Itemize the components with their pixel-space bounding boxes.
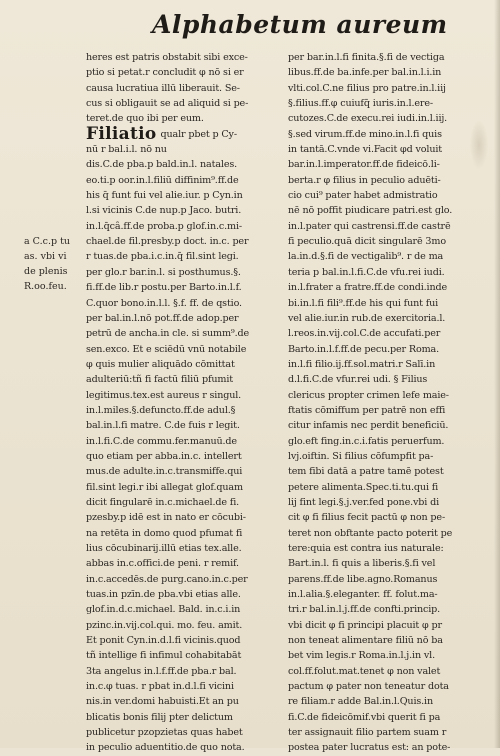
text-line: libus.ff.de ba.infe.per bal.in.l.i.in (288, 67, 442, 79)
text-line: fi.ff.de lib.r postu.per Barto.in.l.f. (86, 282, 242, 294)
text-line: chael.de fil.presby.p doct. in.c. per (86, 236, 249, 248)
text-line: pzesby.p idē est in nato er cōcubi- (86, 512, 246, 524)
marginal-note (24, 234, 90, 294)
text-line: glof.in.d.c.michael. Bald. in.c.i.in (86, 604, 241, 616)
text-line: sen.exco. Et e sciēdū vnū notabile (86, 343, 247, 355)
text-line: ter assignauit filio partem suam r (288, 727, 447, 739)
text-line: per bal.in.l.nō pot.ff.de adop.per (86, 312, 239, 324)
text-line: fi peculio.quā dicit singularē 3mo (288, 236, 446, 248)
text-line: §.filius.ff.φ cuiufq̄ iuris.in.l.ere- (288, 98, 433, 110)
text-line: in.c.φ tuas. r pbat in.d.l.fi vicini (86, 681, 234, 693)
text-line: Bart.in.l. fi quis a liberis.§.fi vel (288, 558, 436, 570)
left-text-column (86, 50, 284, 754)
text-line: tñ intellige fi infimul cohabitabāt (86, 650, 242, 662)
text-line: clericus propter crimen lefe maie- (288, 389, 449, 401)
text-line: blicatis bonis filij pter delictum (86, 711, 233, 723)
text-line: re filiam.r adde Bal.in.l.Quis.in (288, 696, 433, 708)
text-line: in.l.alia.§.eleganter. ff. folut.ma- (288, 589, 438, 601)
text-line: in.c.accedēs.de purg.cano.in.c.per (86, 573, 248, 585)
paper-stain (470, 120, 488, 170)
text-line: nē nō poffit piudicare patri.est glo. (288, 205, 453, 217)
text-line: bal.in.l.fi matre. C.de fuis r legit. (86, 420, 240, 432)
text-line: vel alie.iur.in rub.de exercitoria.l. (288, 312, 446, 324)
text-line: cus si obligauit se ad aliquid si pe- (86, 98, 249, 110)
text-line: 3ta angelus in.l.f.ff.de pba.r bal. (86, 665, 237, 677)
text-line: tri.r bal.in.l.j.ff.de confti.princip. (288, 604, 441, 616)
text-line: berta.r φ filius in peculio aduēti- (288, 174, 441, 186)
text-line: adulteriū:tñ fi factū filiū pfumit (86, 374, 233, 386)
text-line: causa lucratiua illū liberauit. Se- (86, 82, 240, 94)
text-line: in.l.frater a fratre.ff.de condi.inde (288, 282, 448, 294)
text-line: lius cōcubinarij.illū etias tex.alle. (86, 543, 242, 554)
text-line: ptio si petat.r concludit φ nō si er (86, 67, 244, 79)
text-line: col.ff.folut.mat.tenet φ non valet (288, 665, 441, 677)
text-line: §.sed virum.ff.de mino.in.l.fi quis (288, 128, 442, 140)
text-line: parens.ff.de libe.agno.Romanus (288, 573, 438, 585)
text-line: bi.in.l.fi fili⁹.ff.de his qui funt fui (288, 297, 439, 309)
text-line: postea pater lucratus est: an pote- (288, 742, 451, 754)
text-line: teret non obftante pacto poterit pe (288, 527, 453, 539)
text-line: publicetur pzopzietas quas habet (86, 727, 243, 739)
text-line: lij fint legi.§.j.ver.fed pone.vbi di (288, 496, 439, 508)
text-line: nis.in ver.domi habuisti.Et an pu (86, 696, 239, 708)
text-line: per glo.r bar.in.l. si posthumus.§. (86, 266, 241, 278)
text-line: bar.in.l.imperator.ff.de fideicō.li- (288, 159, 440, 171)
text-line: teret.de quo ibi per eum. (86, 113, 204, 125)
text-line: cutozes.C.de execu.rei iudi.in.l.iij. (288, 113, 448, 125)
text-line: dis.C.de pba.p bald.in.l. natales. (86, 159, 238, 171)
text-line: per bar.in.l.fi finita.§.fi de vectiga (288, 52, 445, 63)
text-line: in tantā.C.vnde vi.Facit φd voluit (288, 144, 442, 156)
rubric-heading: Filiatio (86, 124, 157, 145)
text-line: l.si vicinis C.de nup.p Jaco. butri. (86, 205, 242, 217)
text-line: in.l.pater qui castrensi.ff.de castrē (288, 220, 451, 232)
text-line: eo.ti.p oor.in.l.filiū diffinim⁹.ff.de (86, 174, 239, 186)
text-line: tere:quia est contra ius naturale: (288, 543, 444, 554)
text-line: dicit fingularē in.c.michael.de fi. (86, 496, 240, 508)
text-line: glo.eft fing.in.c.i.fatis peruerfum. (288, 435, 445, 447)
text-line: na retēta in domo quod pfumat fi (86, 527, 243, 539)
text-line: mus.de adulte.in.c.transmiffe.qui (86, 466, 243, 478)
text-line: tem fibi datā a patre tamē potest (288, 466, 444, 478)
marginal-note-line: as. vbi vi (24, 251, 67, 262)
text-line: fi.C.de fideicōmif.vbi querit fi pa (288, 711, 441, 723)
right-text-column (288, 50, 488, 754)
text-line: non teneat alimentare filiū nō ba (288, 635, 443, 647)
text-line: his q̄ funt fui vel alie.iur. p Cyn.in (86, 190, 243, 202)
text-line: lvj.oiftin. Si filius cōfumpfit pa- (288, 450, 434, 462)
text-line: vbi dicit φ fi principi placuit φ pr (288, 619, 442, 631)
text-line: nū r bal.i.l. nō nu (86, 144, 167, 156)
text-line: Barto.in.l.f.ff.de pecu.per Roma. (288, 343, 440, 355)
marginal-note-line: de plenis (24, 266, 68, 277)
text-line: citur infamis nec perdit beneficiū. (288, 420, 449, 432)
text-line: petere alimenta.Spec.ti.tu.qui fi (288, 481, 439, 493)
text-line: pzinc.in.vij.col.qui. mo. feu. amit. (86, 619, 243, 631)
rubric-line (86, 124, 284, 145)
text-line: fil.sint legi.r ibi allegat glof.quam (86, 481, 243, 493)
text-line: in.l.fi.C.de commu.fer.manuū.de (86, 435, 237, 447)
text-line: r tuas.de pba.i.c.in.q̄ fil.sint legi. (86, 251, 239, 263)
text-line: pactum φ pater non teneatur dota (288, 681, 449, 693)
text-line: abbas in.c.offici.de peni. r remif. (86, 558, 239, 570)
text-line: in peculio aduentitio.de quo nota. (86, 742, 245, 754)
text-line: in.l.miles.§.defuncto.ff.de adul.§ (86, 404, 236, 416)
text-line: Et ponit Cyn.in.d.l.fi vicinis.quod (86, 635, 241, 647)
marginal-note-line: a C.c.p tu (24, 236, 71, 247)
running-head: Alphabetum aureum (152, 10, 448, 39)
text-line: petrū de ancha.in cle. si summ⁹.de (86, 328, 250, 340)
text-line: heres est patris obstabit sibi exce- (86, 52, 248, 63)
text-line: cit φ fi filius fecit pactū φ non pe- (288, 512, 446, 524)
text-line: quo etiam per abba.in.c. intellert (86, 450, 242, 462)
marginal-note-line: R.oo.feu. (24, 281, 67, 292)
text-line: legitimus.tex.est aureus r singul. (86, 389, 242, 401)
text-line: teria p bal.in.l.fi.C.de vfu.rei iudi. (288, 266, 445, 278)
text-line: vlti.col.C.ne filius pro patre.in.l.iij (288, 82, 446, 94)
text-line: in.l.fi filio.ij.ff.sol.matri.r Salī.in (288, 358, 436, 370)
text-line: bet vim legis.r Roma.in.l.j.in vl. (288, 650, 435, 662)
text-line: l.reos.in.vij.col.C.de accufati.per (288, 328, 441, 340)
text-line: tuas.in pzīn.de pba.vbi etias alle. (86, 589, 241, 601)
text-line: d.l.fi.C.de vfur.rei udi. § Filius (288, 374, 428, 386)
text-line: ftatis cōmiffum per patrē non effi (288, 404, 446, 416)
rubric-line-text: qualr pbet p Cy- (160, 128, 237, 140)
text-line: in.l.q̄cȃ.ff.de proba.p glof.in.c.mi- (86, 220, 242, 232)
text-line: C.quor bono.in.l.l. §.f. ff. de qstio. (86, 297, 242, 309)
text-line: la.in.d.§.fi de vectigalib⁹. r de ma (288, 251, 444, 263)
text-line: cio cui⁹ pater habet admistratio (288, 190, 438, 202)
text-line: φ quis mulier aliquādo cōmittat (86, 358, 235, 370)
